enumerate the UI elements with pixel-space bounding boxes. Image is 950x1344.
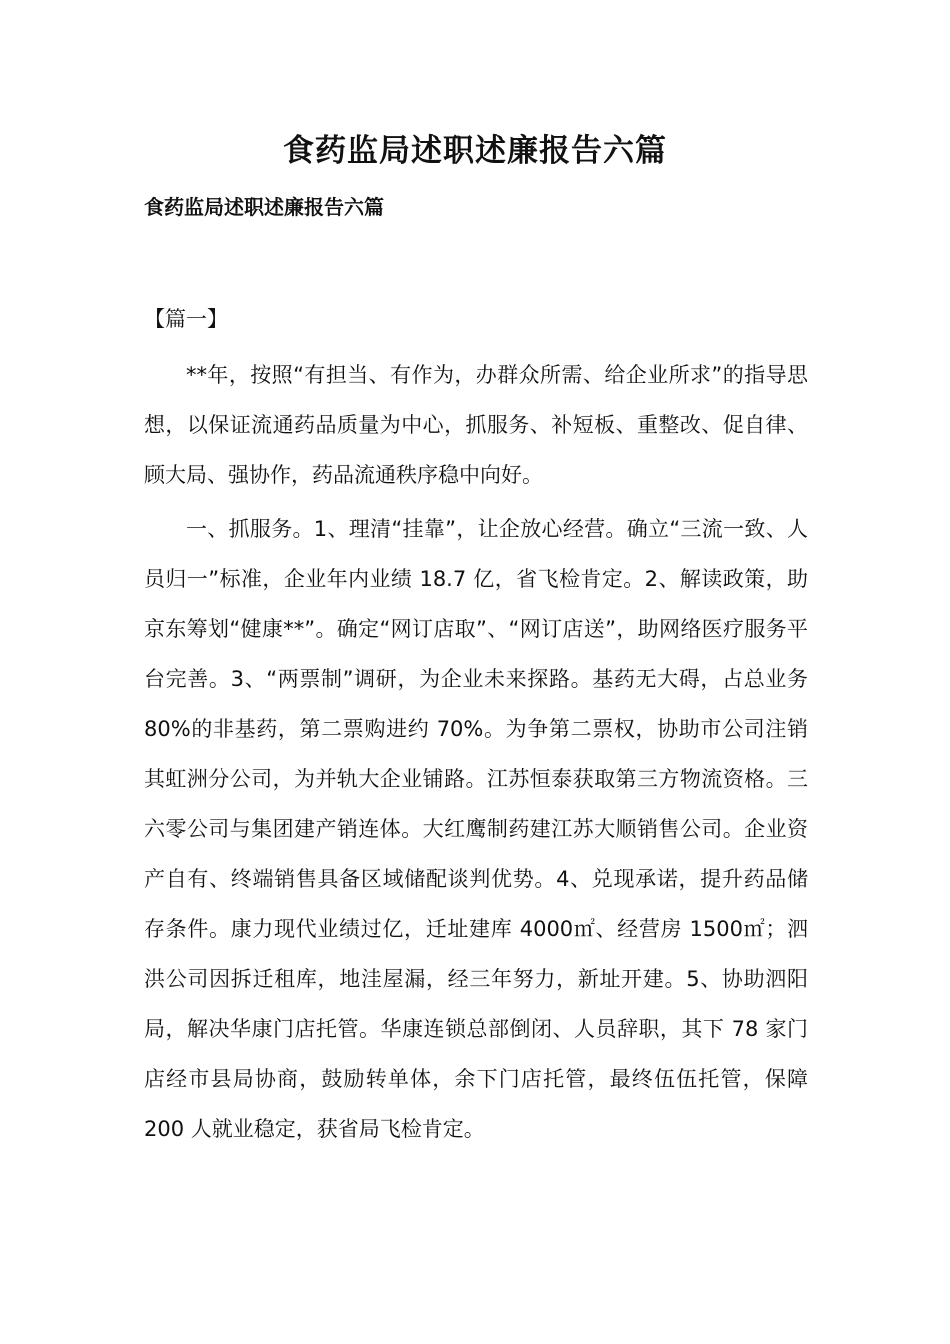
document-subtitle: 食药监局述职述廉报告六篇 xyxy=(144,195,384,219)
document-title: 食药监局述职述廉报告六篇 xyxy=(283,133,667,169)
paragraph-intro: **年，按照“有担当、有作为，办群众所需、给企业所求”的指导思想，以保证流通药品质量为中心，抓服务、补短板、重整改、促自律、顾大局、强协作，药品流通秩序稳中向好。 xyxy=(144,363,808,487)
section-heading: 【篇一】 xyxy=(144,307,228,331)
paragraph-service: 一、抓服务。1、理清“挂靠”，让企放心经营。确立“三流一致、人员归一”标准，企业年内业绩 18.7 亿，省飞检肯定。2、解读政策，助京东筹划“健康**”。确定“网订店取”、“网订店送”，助网络医疗服务平台完善。3、“两票制”调研，为企业未来探路。基药无大碍，占总业务 80%的非基药，第二票购进约 70%。为争第二票权，协助市公司注销其虹洲分公司，为并轨大企业铺路。江苏恒泰获取第三方物流资格。三六零公司与集团建产销连体。大红鹰制药建江苏大顺销售公司。企业资产自有、终端销售具备区域储配谈判优势。4、兑现承诺，提升药品储存条件。康力现代业绩过亿，迁址建库 4000㎡、经营房 1500㎡；泗洪公司因拆迁租库，地洼屋漏，经三年努力，新址开建。5、协助泗阳局，解决华康门店托管。华康连锁总部倒闭、人员辞职，其下 78 家门店经市县局协商，鼓励转单体，余下门店托管，最终伍伍托管，保障 200 人就业稳定，获省局飞检肯定。 xyxy=(144,517,808,1141)
